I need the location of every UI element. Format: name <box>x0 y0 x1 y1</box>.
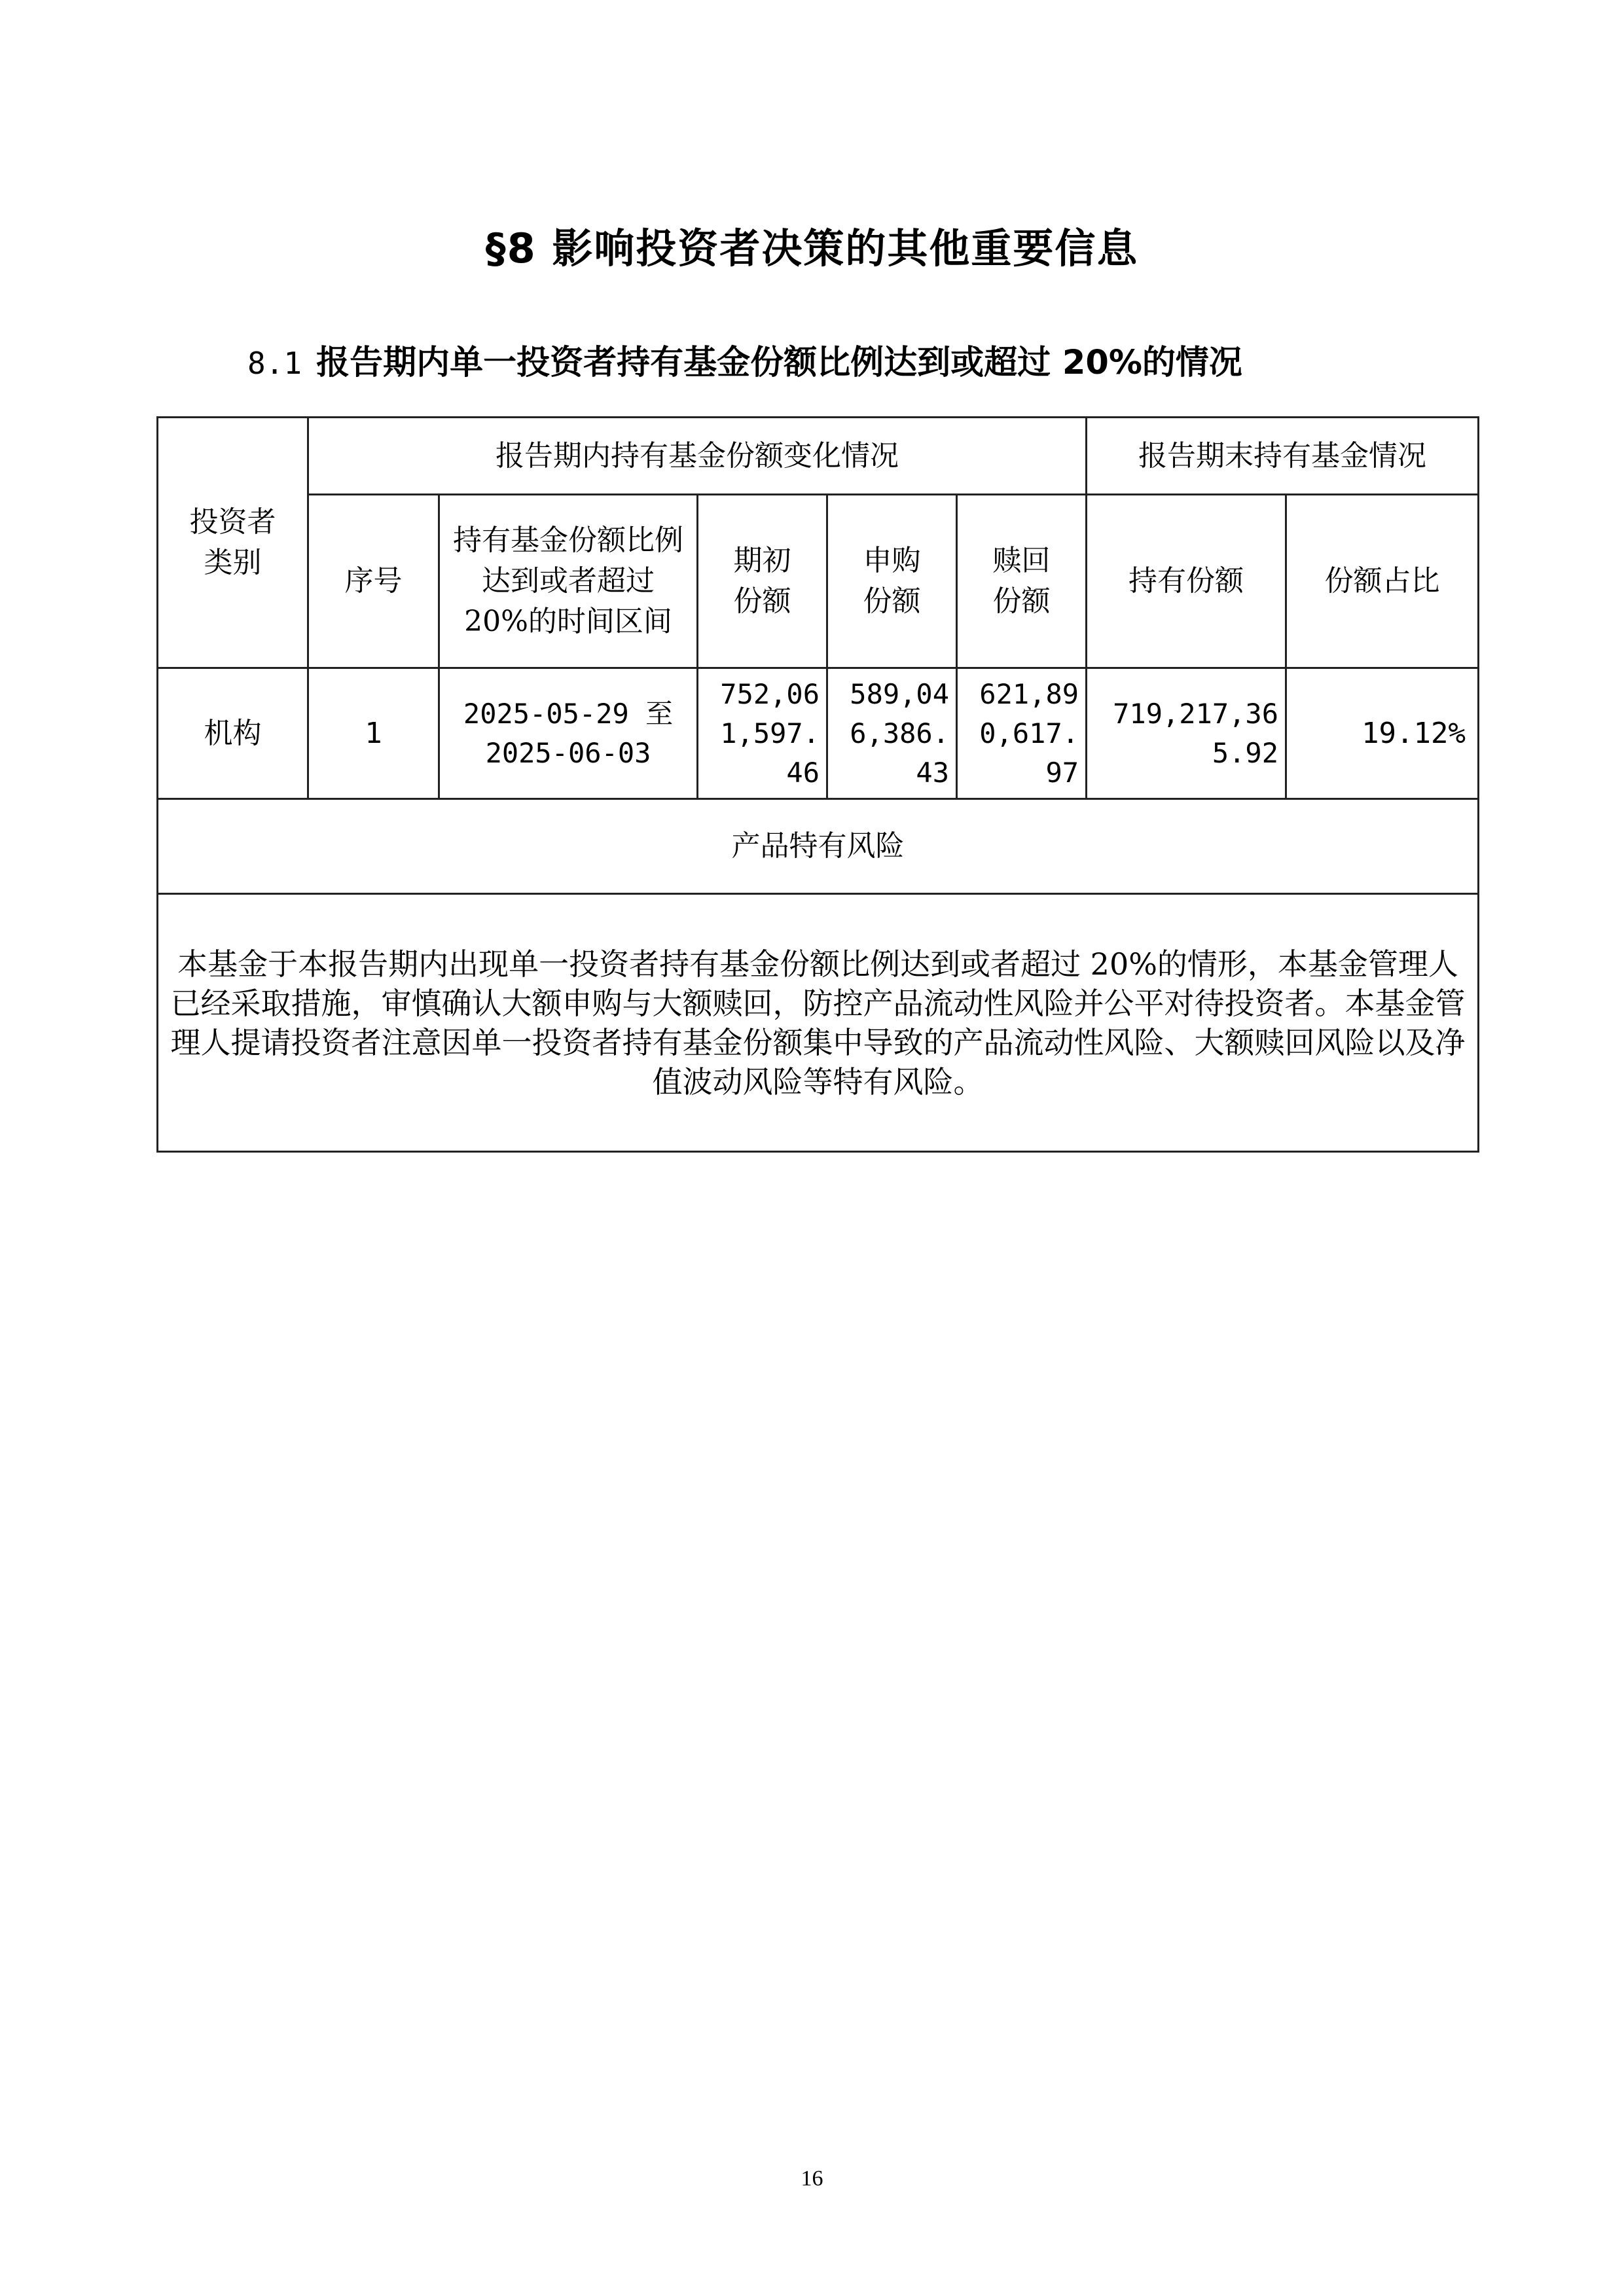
cell-investor-type: 机构 <box>158 668 308 799</box>
header-ratio: 份额占比 <box>1286 495 1479 668</box>
header-group-end: 报告期末持有基金情况 <box>1087 418 1479 495</box>
page-number: 16 <box>801 2166 823 2191</box>
risk-title: 产品特有风险 <box>158 799 1479 894</box>
subsection-title <box>247 335 1242 384</box>
header-investor-type: 投资者类别 <box>158 418 308 668</box>
cell-initial: 752,06 1,597. 46 <box>698 668 827 799</box>
cell-holding: 719,217,36 5.92 <box>1087 668 1286 799</box>
section-title: §8 影响投资者决策的其他重要信息 <box>485 224 1139 272</box>
header-seq: 序号 <box>308 495 439 668</box>
cell-period <box>439 668 698 799</box>
header-subscribe: 申购份额 <box>827 495 957 668</box>
header-redeem: 赎回份额 <box>957 495 1087 668</box>
header-group-change: 报告期内持有基金份额变化情况 <box>308 418 1087 495</box>
cell-redeem: 621,89 0,617. 97 <box>957 668 1087 799</box>
risk-text: 本基金于本报告期内出现单一投资者持有基金份额比例达到或者超过 20%的情形，本基金管理人已经采取措施，审慎确认大额申购与大额赎回，防控产品流动性风险并公平对待投资者。本基金管理人提请投资者注意因单一投资者持有基金份额集中导致的产品流动性风险、大额赎回风险以及净值波动风险等特有风险。 <box>158 894 1479 1152</box>
cell-period-start: 2025-05-29 至 <box>463 697 674 730</box>
cell-ratio: 19.12% <box>1286 668 1479 799</box>
table-row <box>158 668 1479 799</box>
header-holding: 持有份额 <box>1087 495 1286 668</box>
subsection-number: 8.1 <box>247 346 302 381</box>
cell-seq: 1 <box>308 668 439 799</box>
subsection-heading: 报告期内单一投资者持有基金份额比例达到或超过 20%的情况 <box>316 344 1242 382</box>
header-period: 持有基金份额比例达到或者超过 20%的时间区间 <box>439 495 698 668</box>
header-initial: 期初份额 <box>698 495 827 668</box>
cell-subscribe: 589,04 6,386. 43 <box>827 668 957 799</box>
cell-period-end: 2025-06-03 <box>485 736 651 769</box>
holding-table <box>156 416 1479 1153</box>
